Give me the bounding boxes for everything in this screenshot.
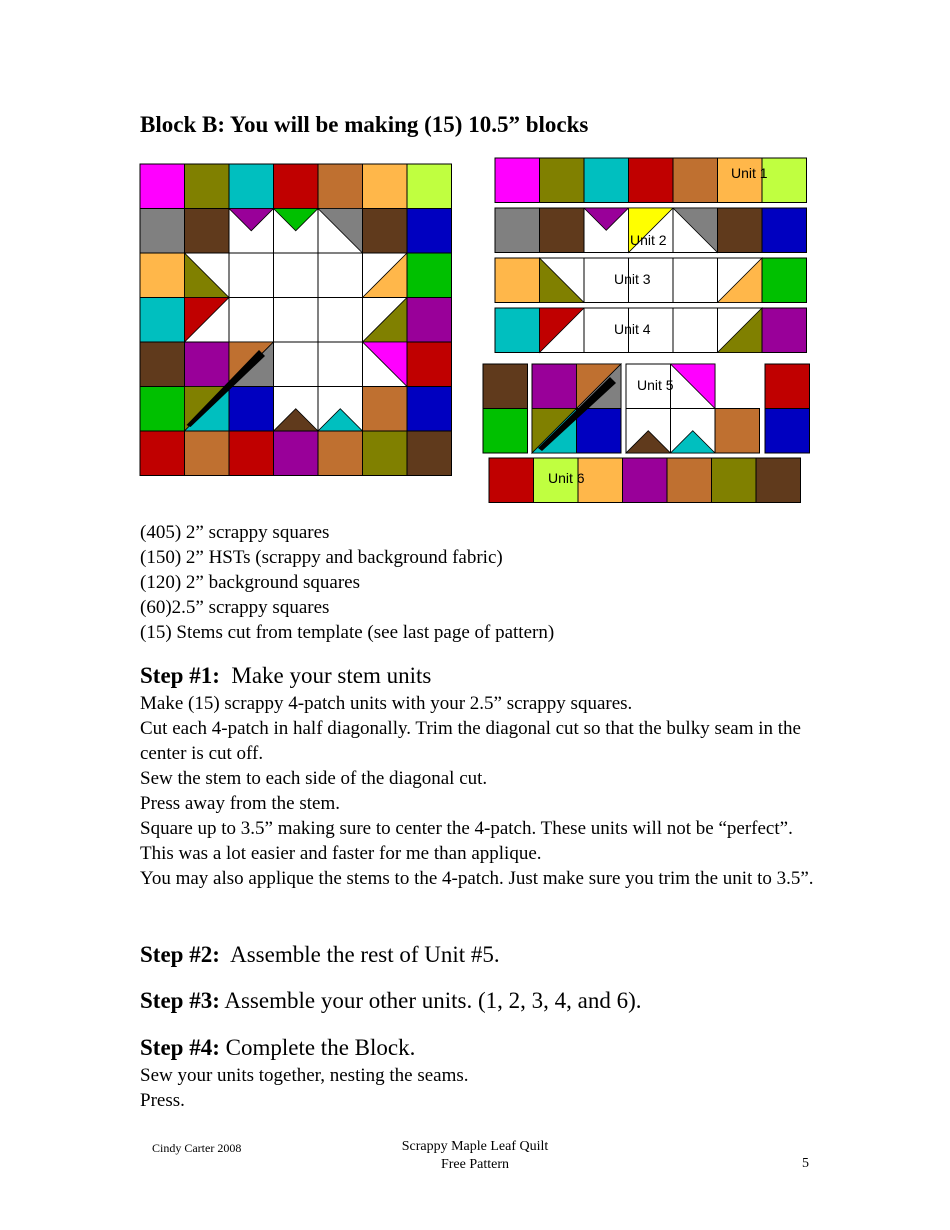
materials-item: (60)2.5” scrappy squares [140,597,330,618]
fabric-square [274,164,319,209]
step-2-label: Step #2: [140,942,220,967]
fabric-square [407,209,452,254]
step-2-title: Assemble the rest of Unit #5. [230,942,500,967]
step-1-body [140,691,830,891]
materials-item: (120) 2” background squares [140,572,361,593]
background-square [229,253,274,298]
step-1-title: Make your stem units [231,663,432,688]
materials-item: (15) Stems cut from template (see last page of pattern) [140,622,555,643]
fabric-square [185,209,230,254]
fabric-square [623,458,668,503]
fabric-square [363,387,408,432]
unit6-label: Unit 6 [548,470,585,486]
fabric-square [629,158,674,203]
materials-item: (405) 2” scrappy squares [140,522,330,543]
background-square [274,253,319,298]
fabric-square [318,431,363,476]
footer-pattern-name: Scrappy Maple Leaf Quilt [401,1139,549,1154]
background-square [274,342,319,387]
fabric-square [584,158,629,203]
step-1-label: Step #1: [140,663,220,688]
fabric-square [407,164,452,209]
fabric-square [715,409,760,454]
step-1-line: Make (15) scrappy 4-patch units with your 2.5” scrappy squares. [140,693,633,714]
fabric-square [495,308,540,353]
fabric-square [673,158,718,203]
fabric-square [540,158,585,203]
fabric-square [762,308,807,353]
fabric-square [489,458,534,503]
fabric-square [363,431,408,476]
fabric-square [363,164,408,209]
fabric-square [495,208,540,253]
step-3-heading [140,988,642,1014]
step-4-title: Complete the Block. [225,1035,416,1060]
fabric-square [540,208,585,253]
footer-pattern-note: Free Pattern [440,1157,510,1172]
step-4-label: Step #4: [140,1035,220,1060]
step-4-line: Sew your units together, nesting the seams. [140,1065,469,1086]
unit5-label: Unit 5 [637,377,674,393]
fabric-square [495,258,540,303]
fabric-square [495,158,540,203]
step-1-line: Cut each 4-patch in half diagonally. Trim the diagonal cut so that the bulky seam in the center is cut off. [140,718,801,764]
background-square [229,298,274,343]
step-3-title: Assemble your other units. (1, 2, 3, 4, and 6). [224,988,642,1013]
step-1-line: Square up to 3.5” making sure to center the 4-patch. These units will not be “perfect”. This was a lot easier and faster for me than applique. [140,818,793,864]
materials-item: (150) 2” HSTs (scrappy and background fabric) [140,547,503,568]
fabric-square [140,209,185,254]
background-square [673,308,718,353]
fabric-square [140,164,185,209]
fabric-square [140,253,185,298]
fabric-square [363,209,408,254]
fabric-square [762,208,807,253]
materials-list [140,520,554,645]
background-square [318,253,363,298]
step-4-line: Press. [140,1090,185,1111]
fabric-square [185,342,230,387]
step-1-line: You may also applique the stems to the 4-patch. Just make sure you trim the unit to 3.5”. [140,868,814,889]
fabric-square [185,431,230,476]
background-square [318,342,363,387]
step-3-label: Step #3: [140,988,220,1013]
step-1-heading [140,663,431,689]
fabric-square [407,387,452,432]
step-2-heading [140,942,500,968]
unit4-label: Unit 4 [614,321,651,337]
step-1-line: Press away from the stem. [140,793,340,814]
fabric-square [185,164,230,209]
fabric-square [718,208,763,253]
background-square [673,258,718,303]
fabric-square [765,364,810,409]
background-square [274,298,319,343]
fabric-square [140,298,185,343]
block-b-diagram [139,163,452,476]
fabric-square [318,164,363,209]
fabric-square [578,458,623,503]
fabric-square [274,431,319,476]
unit2-label: Unit 2 [630,232,667,248]
fabric-square [765,409,810,454]
page-number: 5 [802,1156,809,1171]
fabric-square [762,258,807,303]
fabric-square [140,387,185,432]
fabric-square [407,431,452,476]
fabric-square [140,431,185,476]
footer-author: Cindy Carter 2008 [152,1141,242,1155]
fabric-square [532,364,577,409]
unit3-label: Unit 3 [614,271,651,287]
fabric-square [229,387,274,432]
block-b-units-diagram [480,155,815,505]
step-4-body [140,1063,830,1113]
fabric-square [407,298,452,343]
step-4-heading [140,1035,415,1061]
fabric-square [667,458,712,503]
fabric-square [483,364,528,409]
step-1-line: Sew the stem to each side of the diagonal cut. [140,768,488,789]
page-title: Block B: You will be making (15) 10.5” blocks [140,112,589,137]
fabric-square [756,458,801,503]
fabric-square [712,458,757,503]
fabric-square [577,409,622,454]
fabric-square [140,342,185,387]
fabric-square [762,158,807,203]
fabric-square [407,253,452,298]
unit1-label: Unit 1 [731,165,768,181]
footer-pattern [375,1138,575,1174]
fabric-square [229,164,274,209]
fabric-square [407,342,452,387]
background-square [318,298,363,343]
fabric-square [229,431,274,476]
fabric-square [483,409,528,454]
